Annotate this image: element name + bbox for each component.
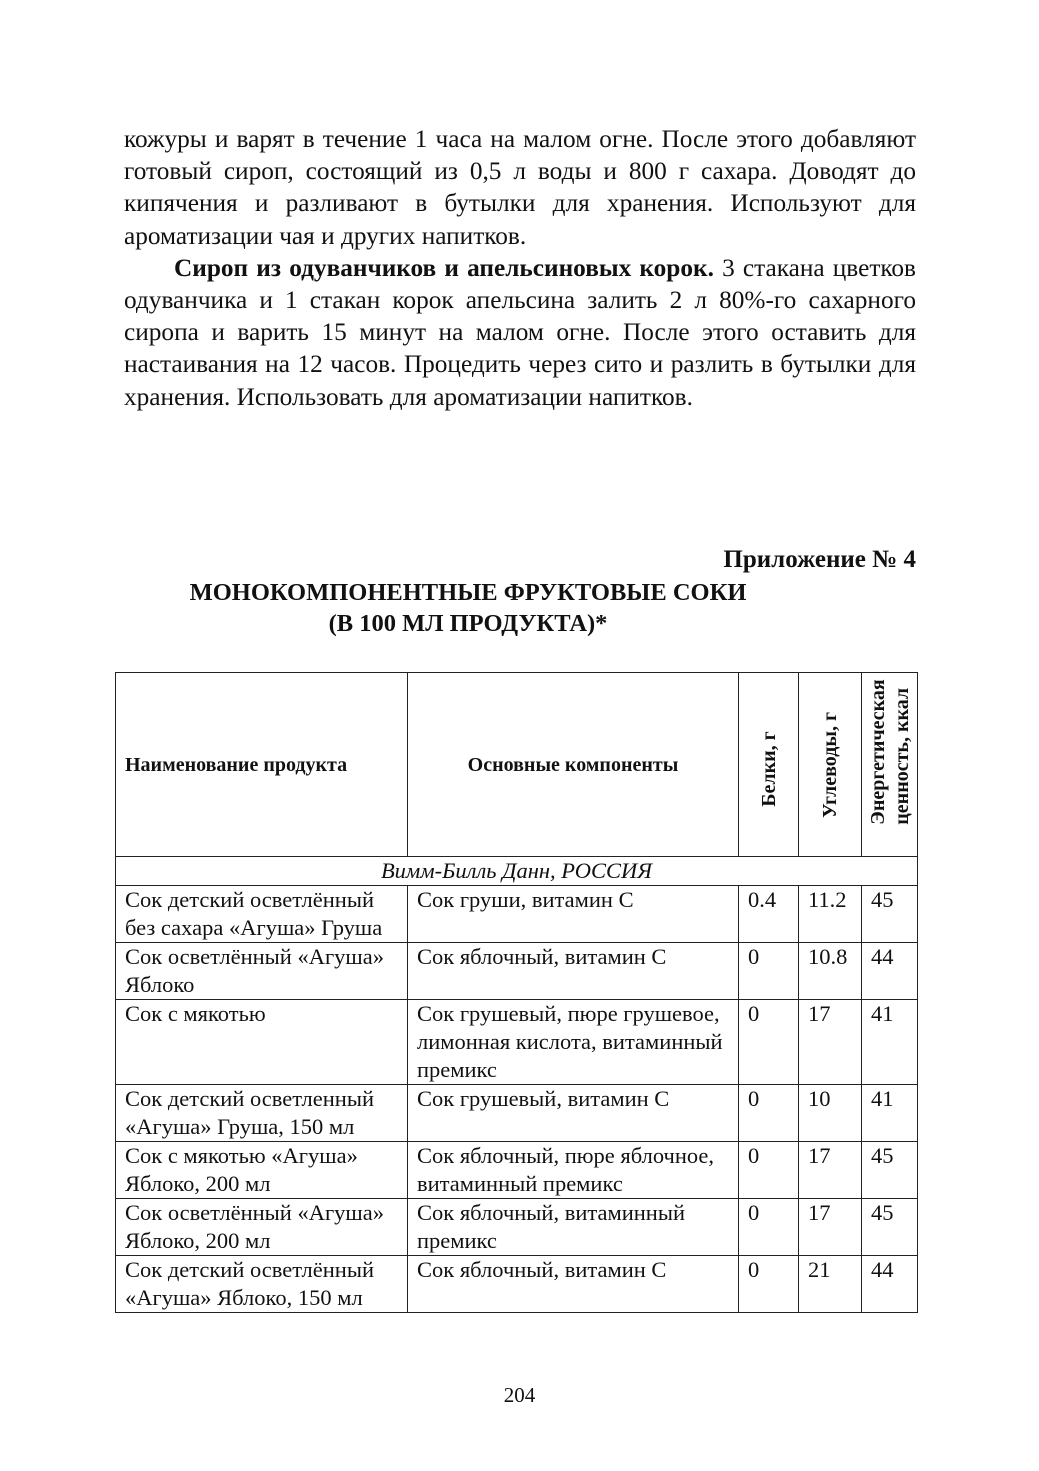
heading-line-2: (В 100 МЛ ПРОДУКТА)* bbox=[328, 610, 608, 637]
recipe-text: 3 стакана цветков одуванчика и 1 стакан корок апельсина залить 2 л 80%-го сахарного сиропа и варить 15 минут на малом огне. После этого оставить для настаивания на 12 часов. Процедить через сито и разлить в бутылки для хранения. Использовать для ароматизации напитков. bbox=[124, 253, 916, 411]
appendix-label: Приложение № 4 bbox=[723, 546, 916, 573]
cell-name: Сок осветлённый «Агуша» Яблоко, 200 мл bbox=[116, 1199, 408, 1256]
cell-components: Сок яблочный, витамин С bbox=[408, 943, 739, 1000]
cell-energy: 45 bbox=[862, 1199, 918, 1256]
section-label: Вимм-Билль Данн, РОССИЯ bbox=[116, 857, 918, 886]
cell-components: Сок яблочный, пюре яблочное, витаминный премикс bbox=[408, 1142, 739, 1199]
cell-energy: 44 bbox=[862, 1256, 918, 1313]
table-row bbox=[116, 886, 918, 943]
cell-protein: 0.4 bbox=[739, 886, 799, 943]
cell-name: Сок детский осветленный «Агуша» Груша, 150 мл bbox=[116, 1085, 408, 1142]
cell-energy: 45 bbox=[862, 1142, 918, 1199]
table-heading bbox=[48, 577, 888, 639]
cell-energy: 41 bbox=[862, 1000, 918, 1085]
cell-energy: 45 bbox=[862, 886, 918, 943]
cell-energy: 41 bbox=[862, 1085, 918, 1142]
table-header-row bbox=[116, 673, 918, 857]
cell-protein: 0 bbox=[739, 1256, 799, 1313]
cell-carbs: 10 bbox=[799, 1085, 862, 1142]
table-row bbox=[116, 1085, 918, 1142]
header-energy: Энергетическая ценность, ккал bbox=[862, 673, 918, 857]
cell-components: Сок грушевый, витамин С bbox=[408, 1085, 739, 1142]
cell-protein: 0 bbox=[739, 1142, 799, 1199]
header-name: Наименование продукта bbox=[116, 673, 408, 857]
cell-name: Сок с мякотью bbox=[116, 1000, 408, 1085]
table-row bbox=[116, 943, 918, 1000]
cell-name: Сок детский осветлённый без сахара «Агуша» Груша bbox=[116, 886, 408, 943]
cell-carbs: 21 bbox=[799, 1256, 862, 1313]
cell-name: Сок осветлённый «Агуша» Яблоко bbox=[116, 943, 408, 1000]
heading-line-1: МОНОКОМПОНЕНТНЫЕ ФРУКТОВЫЕ СОКИ bbox=[189, 579, 747, 606]
table-row bbox=[116, 1199, 918, 1256]
header-components: Основные компоненты bbox=[408, 673, 739, 857]
cell-components: Сок груши, витамин С bbox=[408, 886, 739, 943]
section-row bbox=[116, 857, 918, 886]
page-number: 204 bbox=[503, 1383, 536, 1407]
cell-carbs: 17 bbox=[799, 1142, 862, 1199]
cell-components: Сок яблочный, витамин С bbox=[408, 1256, 739, 1313]
body-text bbox=[124, 123, 916, 413]
cell-name: Сок с мякотью «Агуша» Яблоко, 200 мл bbox=[116, 1142, 408, 1199]
table-row bbox=[116, 1000, 918, 1085]
header-protein: Белки, г bbox=[739, 673, 799, 857]
juice-table bbox=[115, 672, 918, 1313]
cell-carbs: 10.8 bbox=[799, 943, 862, 1000]
cell-name: Сок детский осветлённый «Агуша» Яблоко, 150 мл bbox=[116, 1256, 408, 1313]
cell-protein: 0 bbox=[739, 1000, 799, 1085]
header-carbs: Углеводы, г bbox=[799, 673, 862, 857]
cell-carbs: 17 bbox=[799, 1000, 862, 1085]
cell-components: Сок грушевый, пюре грушевое, лимонная кислота, витаминный премикс bbox=[408, 1000, 739, 1085]
paragraph-2 bbox=[124, 252, 916, 413]
cell-protein: 0 bbox=[739, 943, 799, 1000]
paragraph-1: кожуры и варят в течение 1 часа на малом огне. После этого добавляют готовый сироп, состоящий из 0,5 л воды и 800 г сахара. Доводят до кипячения и разливают в бутылки для хранения. Используют для ароматизации чая и других напитков. bbox=[124, 125, 916, 250]
cell-protein: 0 bbox=[739, 1085, 799, 1142]
table-row bbox=[116, 1142, 918, 1199]
cell-energy: 44 bbox=[862, 943, 918, 1000]
cell-components: Сок яблочный, витаминный премикс bbox=[408, 1199, 739, 1256]
cell-carbs: 11.2 bbox=[799, 886, 862, 943]
recipe-title: Сироп из одуванчиков и апельсиновых корок. bbox=[174, 253, 714, 282]
cell-carbs: 17 bbox=[799, 1199, 862, 1256]
table-row bbox=[116, 1256, 918, 1313]
cell-protein: 0 bbox=[739, 1199, 799, 1256]
